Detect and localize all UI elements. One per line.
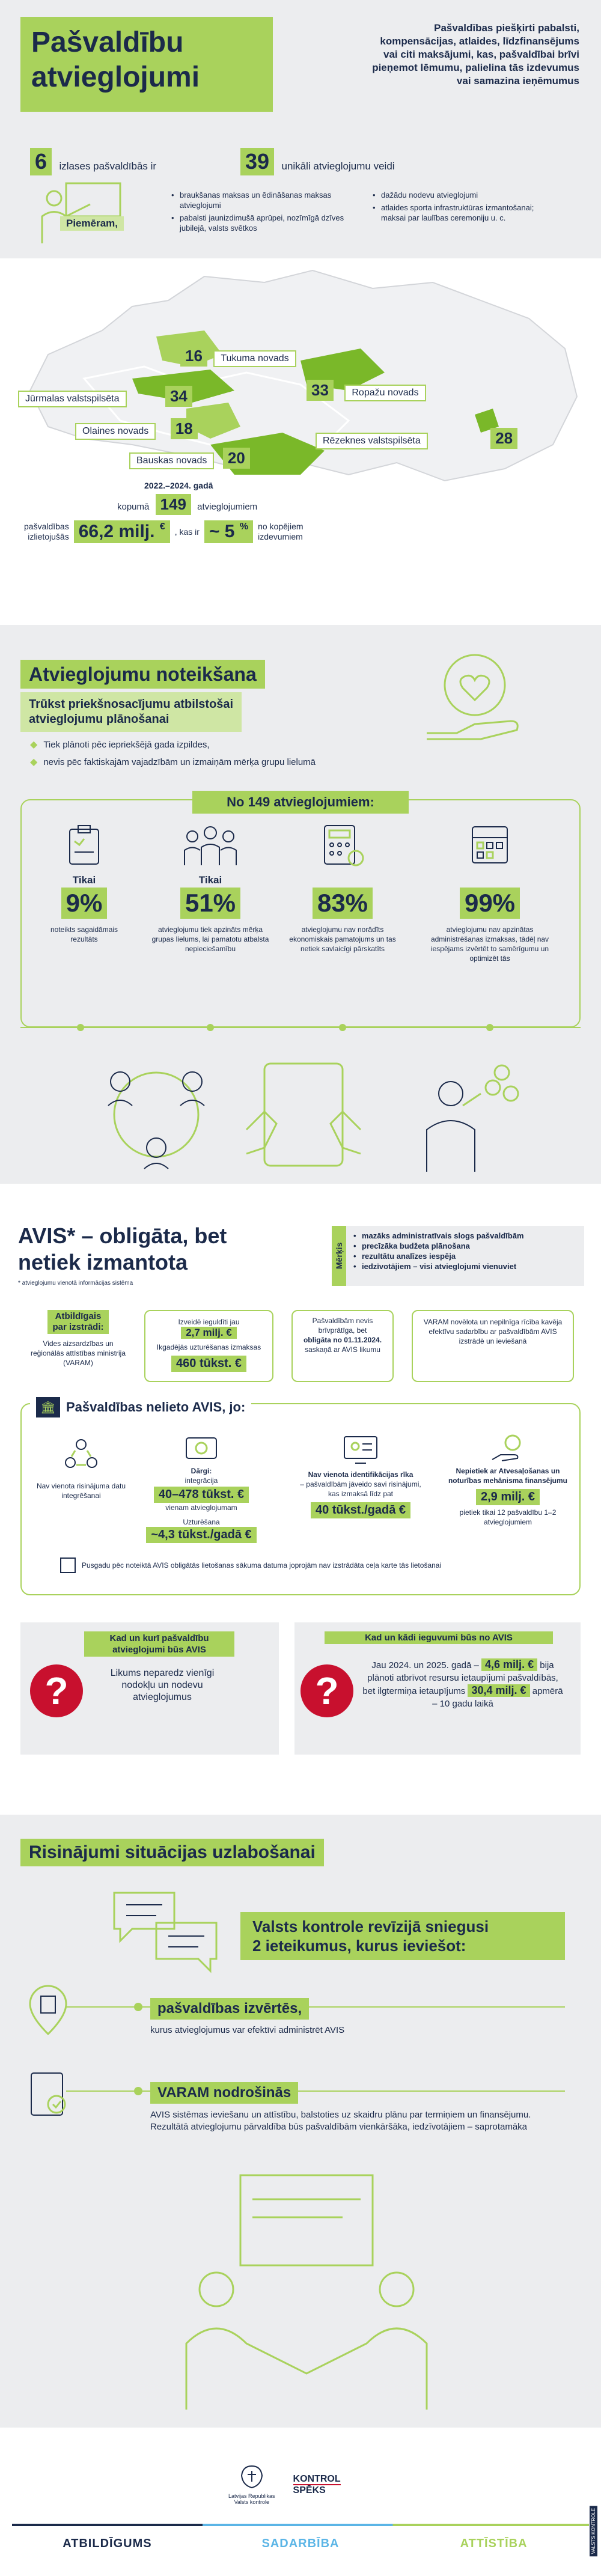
- diamond-icon: ◆: [30, 757, 38, 767]
- title-line: netiek izmantota: [18, 1250, 188, 1274]
- reason-sub: vienam atvieglojumam: [165, 1503, 237, 1512]
- thinking-person-icon: [403, 1058, 535, 1172]
- stat-card: [282, 823, 403, 954]
- stat-value: 51%: [180, 888, 240, 919]
- stat-card: [421, 823, 559, 963]
- varam-text: VARAM novēlota un nepilnīga rīcība kavēja efektīvu sadarbību ar pašvaldībām AVIS izstrādē un ieviešanā: [423, 1318, 563, 1345]
- spent-mid: , kas ir: [174, 527, 200, 537]
- timeline-dots: [20, 1022, 581, 1034]
- heart-hand-icon: [415, 643, 535, 745]
- bank-icon: 🏛: [36, 1397, 60, 1417]
- value-development: ATTĪSTĪBA: [460, 2537, 528, 2550]
- share-label: izdevumiem: [258, 532, 303, 541]
- region-label: Ropažu novads: [344, 385, 426, 401]
- footer-values: [12, 2537, 589, 2551]
- calendar-grid-icon: [469, 823, 511, 866]
- brand-line: KONTROL: [293, 2473, 341, 2484]
- reason-value: 2,9 milj. €: [476, 1489, 540, 1505]
- reason-value: ~4,3 tūkst./gadā €: [146, 1527, 256, 1543]
- intro-line: vai samazina ieņēmumus: [456, 75, 579, 87]
- total-pre: kopumā: [117, 502, 150, 512]
- reason-text: pietiek tikai 12 pašvaldību 1–2 atvieglojumiem: [459, 1508, 557, 1526]
- stat-value: 9%: [61, 888, 108, 919]
- org-line: Valsts kontrole: [234, 2499, 269, 2505]
- bullets-right: [373, 190, 553, 223]
- spent-label: izlietojušās: [28, 532, 69, 541]
- reason-sub: Uzturēšana: [183, 1518, 220, 1526]
- goals-box: [332, 1226, 584, 1286]
- region-label: Bauskas novads: [129, 452, 214, 469]
- people-network-icon: [90, 1058, 222, 1172]
- stat-value: 83%: [313, 888, 373, 919]
- region-label: Jūrmalas valstspilsēta: [18, 391, 127, 407]
- stat-pre: Tikai: [72, 874, 96, 886]
- intro-line: Pašvaldības piešķirti pabalsti,: [434, 22, 579, 34]
- cost-box: [144, 1310, 273, 1382]
- reason-card: [36, 1436, 126, 1500]
- stat-text: atvieglojumu nav apzinātas administrēšanas izmaksas, tādēļ nav iespējams izvērtēt to samērīgumu un optimizēt tās: [430, 925, 549, 963]
- reason-title: Dārgi:: [191, 1467, 212, 1475]
- total-post: atvieglojumiem: [197, 502, 258, 512]
- region-tukums: [180, 346, 296, 367]
- calculator-icon: [319, 823, 367, 866]
- creator-title: Atbildīgais par izstrādi:: [47, 1310, 108, 1334]
- side-label: VALSTS KONTROLE: [590, 2506, 597, 2556]
- section3-title: [18, 1223, 227, 1276]
- latvia-map: [12, 264, 589, 505]
- q2-title: Kad un kādi ieguvumi būs no AVIS: [325, 1631, 553, 1644]
- tablet-hands-icon: [240, 1058, 367, 1172]
- optional-bold: obligāta no 01.11.2024.: [303, 1336, 382, 1344]
- map-spent: [24, 520, 304, 543]
- lead-line: 2 ieteikumus, kurus ieviešot:: [252, 1937, 466, 1955]
- stat-text: noteikts sagaidāmais rezultāts: [50, 925, 118, 943]
- clipboard-icon: [66, 823, 102, 866]
- q1-text: Likums neparedz vienīgi nodokļu un nodevu atvieglojumus: [110, 1668, 215, 1702]
- calendar-icon: [60, 1557, 76, 1573]
- title-line-1: Pašvaldību: [31, 26, 184, 58]
- goal-item: • rezultātu analīzes iespēja: [353, 1251, 524, 1261]
- maint-label: Ikgadējās uzturēšanas izmaksas: [156, 1343, 261, 1351]
- reason-title: Nepietiek ar Atvesaļošanas un noturības mehānisma finansējumu: [448, 1467, 568, 1485]
- region-bauska: [129, 448, 250, 469]
- kontrolspeks-logo: [293, 2474, 341, 2495]
- bullet-item: • atlaides sporta infrastruktūras izmantošanai; maksai par laulības ceremoniju u. c.: [373, 202, 553, 223]
- title-line-2: atvieglojumi: [31, 61, 200, 93]
- group-icon: [177, 823, 243, 866]
- optional-text: Pašvaldībām nevis brīvprātīga, bet: [312, 1317, 373, 1335]
- stat-six-label: izlases pašvaldībās ir: [59, 160, 157, 172]
- map-period: 2022.–2024. gadā: [144, 481, 213, 490]
- region-value: 34: [165, 386, 192, 407]
- example-label: Piemēram,: [60, 216, 124, 231]
- optional-box: [291, 1310, 394, 1382]
- coins-icon: [183, 1433, 219, 1463]
- intro-text: [291, 22, 579, 88]
- region-label: Tukuma novads: [213, 350, 296, 367]
- reason-sub: integrācija: [185, 1476, 218, 1485]
- creator-box: [30, 1310, 126, 1382]
- total-value: 149: [156, 494, 191, 515]
- region-ropazi: [307, 380, 426, 401]
- region-rezekne: [316, 428, 517, 449]
- people-sync-icon: [63, 1436, 99, 1472]
- region-value: 18: [171, 418, 198, 439]
- footer-logos: [228, 2464, 341, 2505]
- region-jurmala: [18, 386, 192, 407]
- bullet-item: • dažādu nodevu atvieglojumi: [373, 190, 553, 200]
- creator-text: Vides aizsardzības un reģionālās attīstības ministrija (VARAM): [30, 1339, 126, 1367]
- stat-card: [36, 823, 132, 944]
- maint-value: 460 tūkst. €: [171, 1356, 246, 1372]
- optional-text: saskaņā ar AVIS likumu: [305, 1345, 380, 1354]
- region-value: 16: [180, 346, 207, 367]
- share-value: ~ 5 %: [204, 520, 253, 543]
- intro-line: pieņemot lēmumu, palielina tās izdevumus: [372, 62, 579, 73]
- bullet-item: ◆ nevis pēc faktiskajām vajadzībām un izmaiņām mērķa grupu lielumā: [30, 757, 316, 767]
- r1-text: kurus atvieglojumus var efektīvi administrēt AVIS: [150, 2025, 345, 2035]
- stat-thirtynine-value: 39: [240, 148, 274, 175]
- region-value: 33: [307, 380, 334, 401]
- brand-line: SPĒKS: [293, 2485, 326, 2495]
- handshake-illustration: [174, 2163, 439, 2416]
- coat-of-arms-icon: [237, 2464, 267, 2490]
- hand-money-icon: [490, 1433, 526, 1463]
- intro-line: kompensācijas, atlaides, līdzfinansējums: [380, 35, 579, 47]
- stats-box-title: No 149 atvieglojumiem:: [192, 791, 409, 814]
- reason-value: 40–478 tūkst. €: [154, 1487, 249, 1503]
- region-label: Olaines novads: [75, 423, 156, 440]
- document-check-icon: [24, 2067, 72, 2121]
- solutions-line: [36, 1965, 565, 2121]
- goal-item: • precīzāka budžeta plānošana: [353, 1241, 524, 1251]
- stat-pre: [282, 874, 403, 888]
- stat-card: [150, 823, 270, 954]
- footer-bar: [12, 2524, 589, 2526]
- stat-six-value: 6: [30, 148, 52, 175]
- id-screen-icon: [340, 1433, 382, 1467]
- value-cooperation: SADARBĪBA: [261, 2537, 340, 2550]
- goals-label: Mērķis: [332, 1226, 346, 1286]
- section2-subtitle: [20, 692, 242, 732]
- stat-thirtynine: [240, 148, 395, 175]
- stat-six: [30, 148, 156, 175]
- not-using-title: 🏛 Pašvaldības nelieto AVIS, jo:: [30, 1397, 251, 1417]
- intro-line: vai citi maksājumi, kas, pašvaldībai brīvi: [383, 49, 579, 60]
- region-olaine: [75, 418, 198, 440]
- presenter-icon: [30, 180, 138, 246]
- delay-note: Pusgadu pēc noteiktā AVIS obligātās lietošanas sākuma datuma joprojām nav izstrādāta ceļa karte tās lietošanai: [60, 1557, 493, 1573]
- lead-box: [240, 1912, 565, 1960]
- spent-label: pašvaldības: [24, 522, 69, 531]
- question-icon: ?: [30, 1664, 83, 1717]
- varam-box: [412, 1310, 574, 1382]
- bullet-item: ◆ Tiek plānoti pēc iepriekšējā gada izpildes,: [30, 740, 210, 750]
- title-line: AVIS* – obligāta, bet: [18, 1223, 227, 1248]
- question-icon: ?: [300, 1664, 353, 1717]
- reason-card: [445, 1433, 571, 1527]
- share-label: no kopējiem: [258, 522, 304, 531]
- section4-title: Risinājumi situācijas uzlabošanai: [20, 1839, 324, 1866]
- reason-card: [294, 1433, 427, 1518]
- q1-title: Kad un kurī pašvaldību atvieglojumi būs AVIS: [84, 1631, 234, 1657]
- stat-text: atvieglojumu tiek apzināts mērķa grupas lielums, lai pamatotu atbalsta nepieciešamību: [151, 925, 269, 953]
- stat-value: 99%: [460, 888, 520, 919]
- reason-text: Nav vienota risinājuma datu integrēšanai: [36, 1482, 126, 1500]
- region-label: Rēzeknes valstspilsēta: [316, 433, 428, 449]
- map-total: [117, 494, 257, 515]
- reason-text: – pašvaldībām jāveido savi risinājumi, kas izmaksā līdz pat: [300, 1480, 421, 1498]
- section2-title: Atvieglojumu noteikšana: [20, 660, 265, 689]
- stat-text: atvieglojumu nav norādīts ekonomiskais pamatojums un tas netiek savlaicīgi pārskatīts: [289, 925, 396, 953]
- region-value: 20: [223, 448, 250, 469]
- stat-thirtynine-label: unikāli atvieglojumu veidi: [281, 160, 395, 172]
- value-accountability: ATBILDĪGUMS: [63, 2537, 152, 2550]
- section2-bullets: [30, 739, 343, 768]
- bullet-item: • braukšanas maksas un ēdināšanas maksas atvieglojumi: [171, 190, 352, 210]
- page-title: [20, 17, 273, 112]
- r1-title: pašvaldības izvērtēs,: [150, 1998, 309, 2020]
- subtitle-line: Trūkst priekšnosacījumu atbilstošai: [29, 698, 234, 711]
- region-value: 28: [490, 428, 517, 449]
- reason-value: 40 tūkst./gadā €: [311, 1502, 410, 1518]
- diamond-icon: ◆: [30, 740, 38, 750]
- lead-line: Valsts kontrole revīzijā sniegusi: [252, 1917, 489, 1935]
- r2-text: AVIS sistēmas ieviešanu un attīstību, balstoties uz skaidru plānu par termiņiem un finansējumu. Rezultātā atvieglojumu pārvaldība būs pašvaldībām vienkāršāka, iedzīvotājiem – saprotamāka: [150, 2110, 531, 2132]
- subtitle-line: atvieglojumu plānošanai: [29, 713, 169, 726]
- stat-pre: Tikai: [198, 874, 222, 886]
- org-line: Latvijas Republikas: [228, 2493, 275, 2499]
- location-doc-icon: [24, 1983, 72, 2037]
- reason-title: Nav vienota identifikācijas rīka: [308, 1470, 413, 1479]
- bullets-left: [171, 190, 352, 233]
- spent-value: 66,2 milj. €: [74, 520, 170, 543]
- reason-card: [135, 1433, 267, 1543]
- bullet-item: • pabalsti jaunizdimušā aprūpei, nozīmīgā dzīves jubilejā, valsts svētkos: [171, 213, 352, 233]
- cost-line: Izveidē ieguldīti jau 2,7 milj. €: [178, 1318, 240, 1338]
- coat-of-arms-logo: [228, 2464, 275, 2505]
- r2-title: VARAM nodrošinās: [150, 2082, 298, 2104]
- goal-item: • iedzīvotājiem – visi atvieglojumi vienuviet: [353, 1261, 524, 1271]
- section3-footnote: * atvieglojumu vienotā informācijas sistēma: [18, 1280, 133, 1286]
- q2-text: Jau 2024. un 2025. gadā – 4,6 milj. € bija plānoti atbrīvot resursu ietaupījumi pašvaldībās, bet ilgtermiņa ietaupījums 30,4 milj. € apmērā – 10 gadu laikā: [362, 1658, 563, 1709]
- stat-pre: [421, 874, 559, 888]
- goal-item: • mazāks administratīvais slogs pašvaldībām: [353, 1231, 524, 1241]
